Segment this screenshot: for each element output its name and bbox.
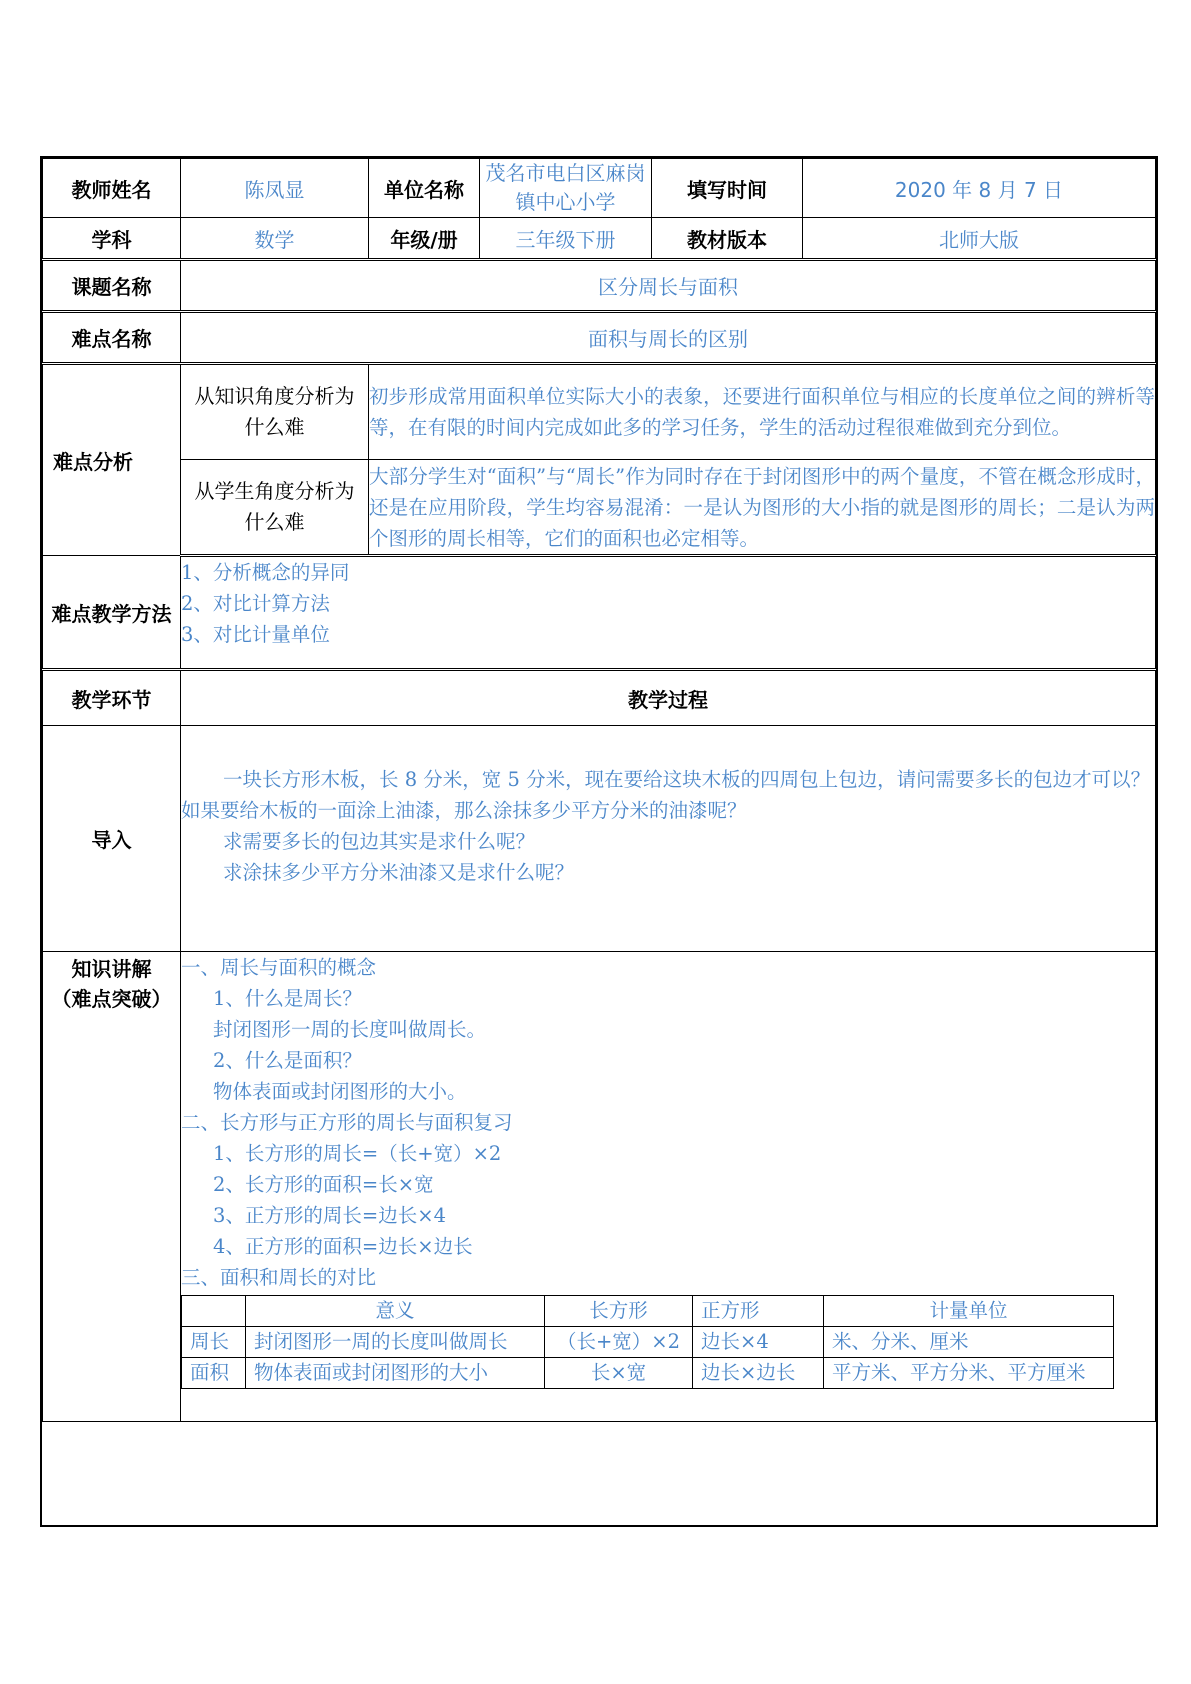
comparison-cell: 边长×边长: [693, 1358, 824, 1389]
grade-label: 年级/册: [369, 218, 480, 260]
process-header-row: [43, 670, 1156, 726]
knowledge-label-2: （难点突破）: [51, 987, 172, 1011]
intro-content: [181, 726, 1156, 952]
method-item: 2、对比计算方法: [181, 592, 330, 615]
difficulty-row: [43, 312, 1156, 364]
comparison-cell: 平方米、平方分米、平方厘米: [824, 1358, 1114, 1389]
knowledge-angle-label-1: 从知识角度分析为: [194, 384, 355, 408]
analysis-knowledge-row: [43, 364, 1156, 460]
comparison-row-perimeter: [182, 1327, 1114, 1358]
knowledge-label: [43, 952, 181, 1422]
grade-value: 三年级下册: [480, 218, 652, 260]
knowledge-angle-text: 初步形成常用面积单位实际大小的表象，还要进行面积单位与相应的长度单位之间的辨析等等，在有限的时间内完成如此多的学习任务，学生的活动过程很难做到充分到位。: [369, 364, 1156, 460]
comparison-header-cell: 长方形: [545, 1296, 693, 1327]
comparison-cell: 长×宽: [545, 1358, 693, 1389]
methods-row: [43, 556, 1156, 670]
lesson-plan-table: [42, 158, 1156, 1422]
comparison-header-cell: 正方形: [693, 1296, 824, 1327]
unit-name-label: 单位名称: [369, 159, 480, 218]
comparison-cell: 面积: [182, 1358, 246, 1389]
fill-time-label: 填写时间: [652, 159, 803, 218]
intro-label: 导入: [43, 726, 181, 952]
teaching-process-label: 教学过程: [181, 670, 1156, 726]
knowledge-row: [43, 952, 1156, 1422]
topic-value: 区分周长与面积: [181, 260, 1156, 312]
student-angle-label-2: 什么难: [244, 510, 305, 534]
difficulty-label: 难点名称: [43, 312, 181, 364]
comparison-cell: 物体表面或封闭图形的大小: [246, 1358, 545, 1389]
method-item: 1、分析概念的异同: [181, 561, 350, 584]
teacher-name-label: 教师姓名: [43, 159, 181, 218]
teaching-stage-label: 教学环节: [43, 670, 181, 726]
method-item: 3、对比计量单位: [181, 623, 330, 646]
edition-value: 北师大版: [803, 218, 1156, 260]
knowledge-angle-label-2: 什么难: [244, 415, 305, 439]
comparison-cell: 封闭图形一周的长度叫做周长: [246, 1327, 545, 1358]
subject-value: 数学: [181, 218, 369, 260]
comparison-header-cell: 意义: [246, 1296, 545, 1327]
unit-name-line-1: 茂名市电白区麻岗: [485, 161, 646, 185]
section-3-title: 三、面积和周长的对比: [181, 1266, 377, 1289]
intro-question-2: 求涂抹多少平方分米油漆又是求什么呢？: [223, 861, 575, 884]
methods-label: 难点教学方法: [43, 556, 181, 670]
student-angle-label-1: 从学生角度分析为: [194, 479, 355, 503]
comparison-row-area: [182, 1358, 1114, 1389]
formula-item: 2、长方形的面积=长×宽: [213, 1173, 434, 1196]
section-1-title: 一、周长与面积的概念: [181, 956, 377, 979]
comparison-cell: 边长×4: [693, 1327, 824, 1358]
unit-name-line-2: 镇中心小学: [515, 190, 616, 214]
section-1-answer-1: 封闭图形一周的长度叫做周长。: [213, 1018, 487, 1041]
lesson-plan-form: [40, 156, 1158, 1527]
header-row-2: [43, 218, 1156, 260]
comparison-header-cell: 计量单位: [824, 1296, 1114, 1327]
formula-item: 1、长方形的周长=（长+宽）×2: [213, 1142, 502, 1165]
comparison-header-row: [182, 1296, 1114, 1327]
topic-row: [43, 260, 1156, 312]
analysis-student-row: [43, 460, 1156, 556]
intro-paragraph-1: 一块长方形木板，长 8 分米，宽 5 分米，现在要给这块木板的四周包上包边，请问需要多长的包边才可以？如果要给木板的一面涂上油漆，那么涂抹多少平方分米的油漆呢？: [181, 768, 1151, 822]
comparison-cell: 周长: [182, 1327, 246, 1358]
teacher-name-value: 陈凤显: [181, 159, 369, 218]
difficulty-value: 面积与周长的区别: [181, 312, 1156, 364]
section-1-answer-2: 物体表面或封闭图形的大小。: [213, 1080, 467, 1103]
comparison-table: [181, 1295, 1114, 1389]
knowledge-label-1: 知识讲解: [71, 957, 152, 981]
knowledge-content: [181, 952, 1156, 1422]
section-2-title: 二、长方形与正方形的周长与面积复习: [181, 1111, 513, 1134]
edition-label: 教材版本: [652, 218, 803, 260]
topic-label: 课题名称: [43, 260, 181, 312]
comparison-header-cell: [182, 1296, 246, 1327]
intro-question-1: 求需要多长的包边其实是求什么呢？: [223, 830, 536, 853]
fill-time-value: 2020 年 8 月 7 日: [803, 159, 1156, 218]
formula-item: 4、正方形的面积=边长×边长: [213, 1235, 473, 1258]
student-angle-text: 大部分学生对“面积”与“周长”作为同时存在于封闭图形中的两个量度，不管在概念形成时，还是在应用阶段，学生均容易混淆：一是认为图形的大小指的就是图形的周长；二是认为两个图形的周长相等，它们的面积也必定相等。: [369, 460, 1156, 556]
knowledge-angle-label: [181, 364, 369, 460]
subject-label: 学科: [43, 218, 181, 260]
intro-row: [43, 726, 1156, 952]
student-angle-label: [181, 460, 369, 556]
methods-list: [181, 556, 1156, 670]
formula-item: 3、正方形的周长=边长×4: [213, 1204, 446, 1227]
section-1-question-2: 2、什么是面积？: [213, 1049, 362, 1072]
comparison-cell: 米、分米、厘米: [824, 1327, 1114, 1358]
header-row-1: [43, 159, 1156, 218]
unit-name-value: [480, 159, 652, 218]
section-1-question-1: 1、什么是周长？: [213, 987, 362, 1010]
analysis-label: 难点分析: [43, 364, 181, 556]
comparison-cell: （长+宽）×2: [545, 1327, 693, 1358]
